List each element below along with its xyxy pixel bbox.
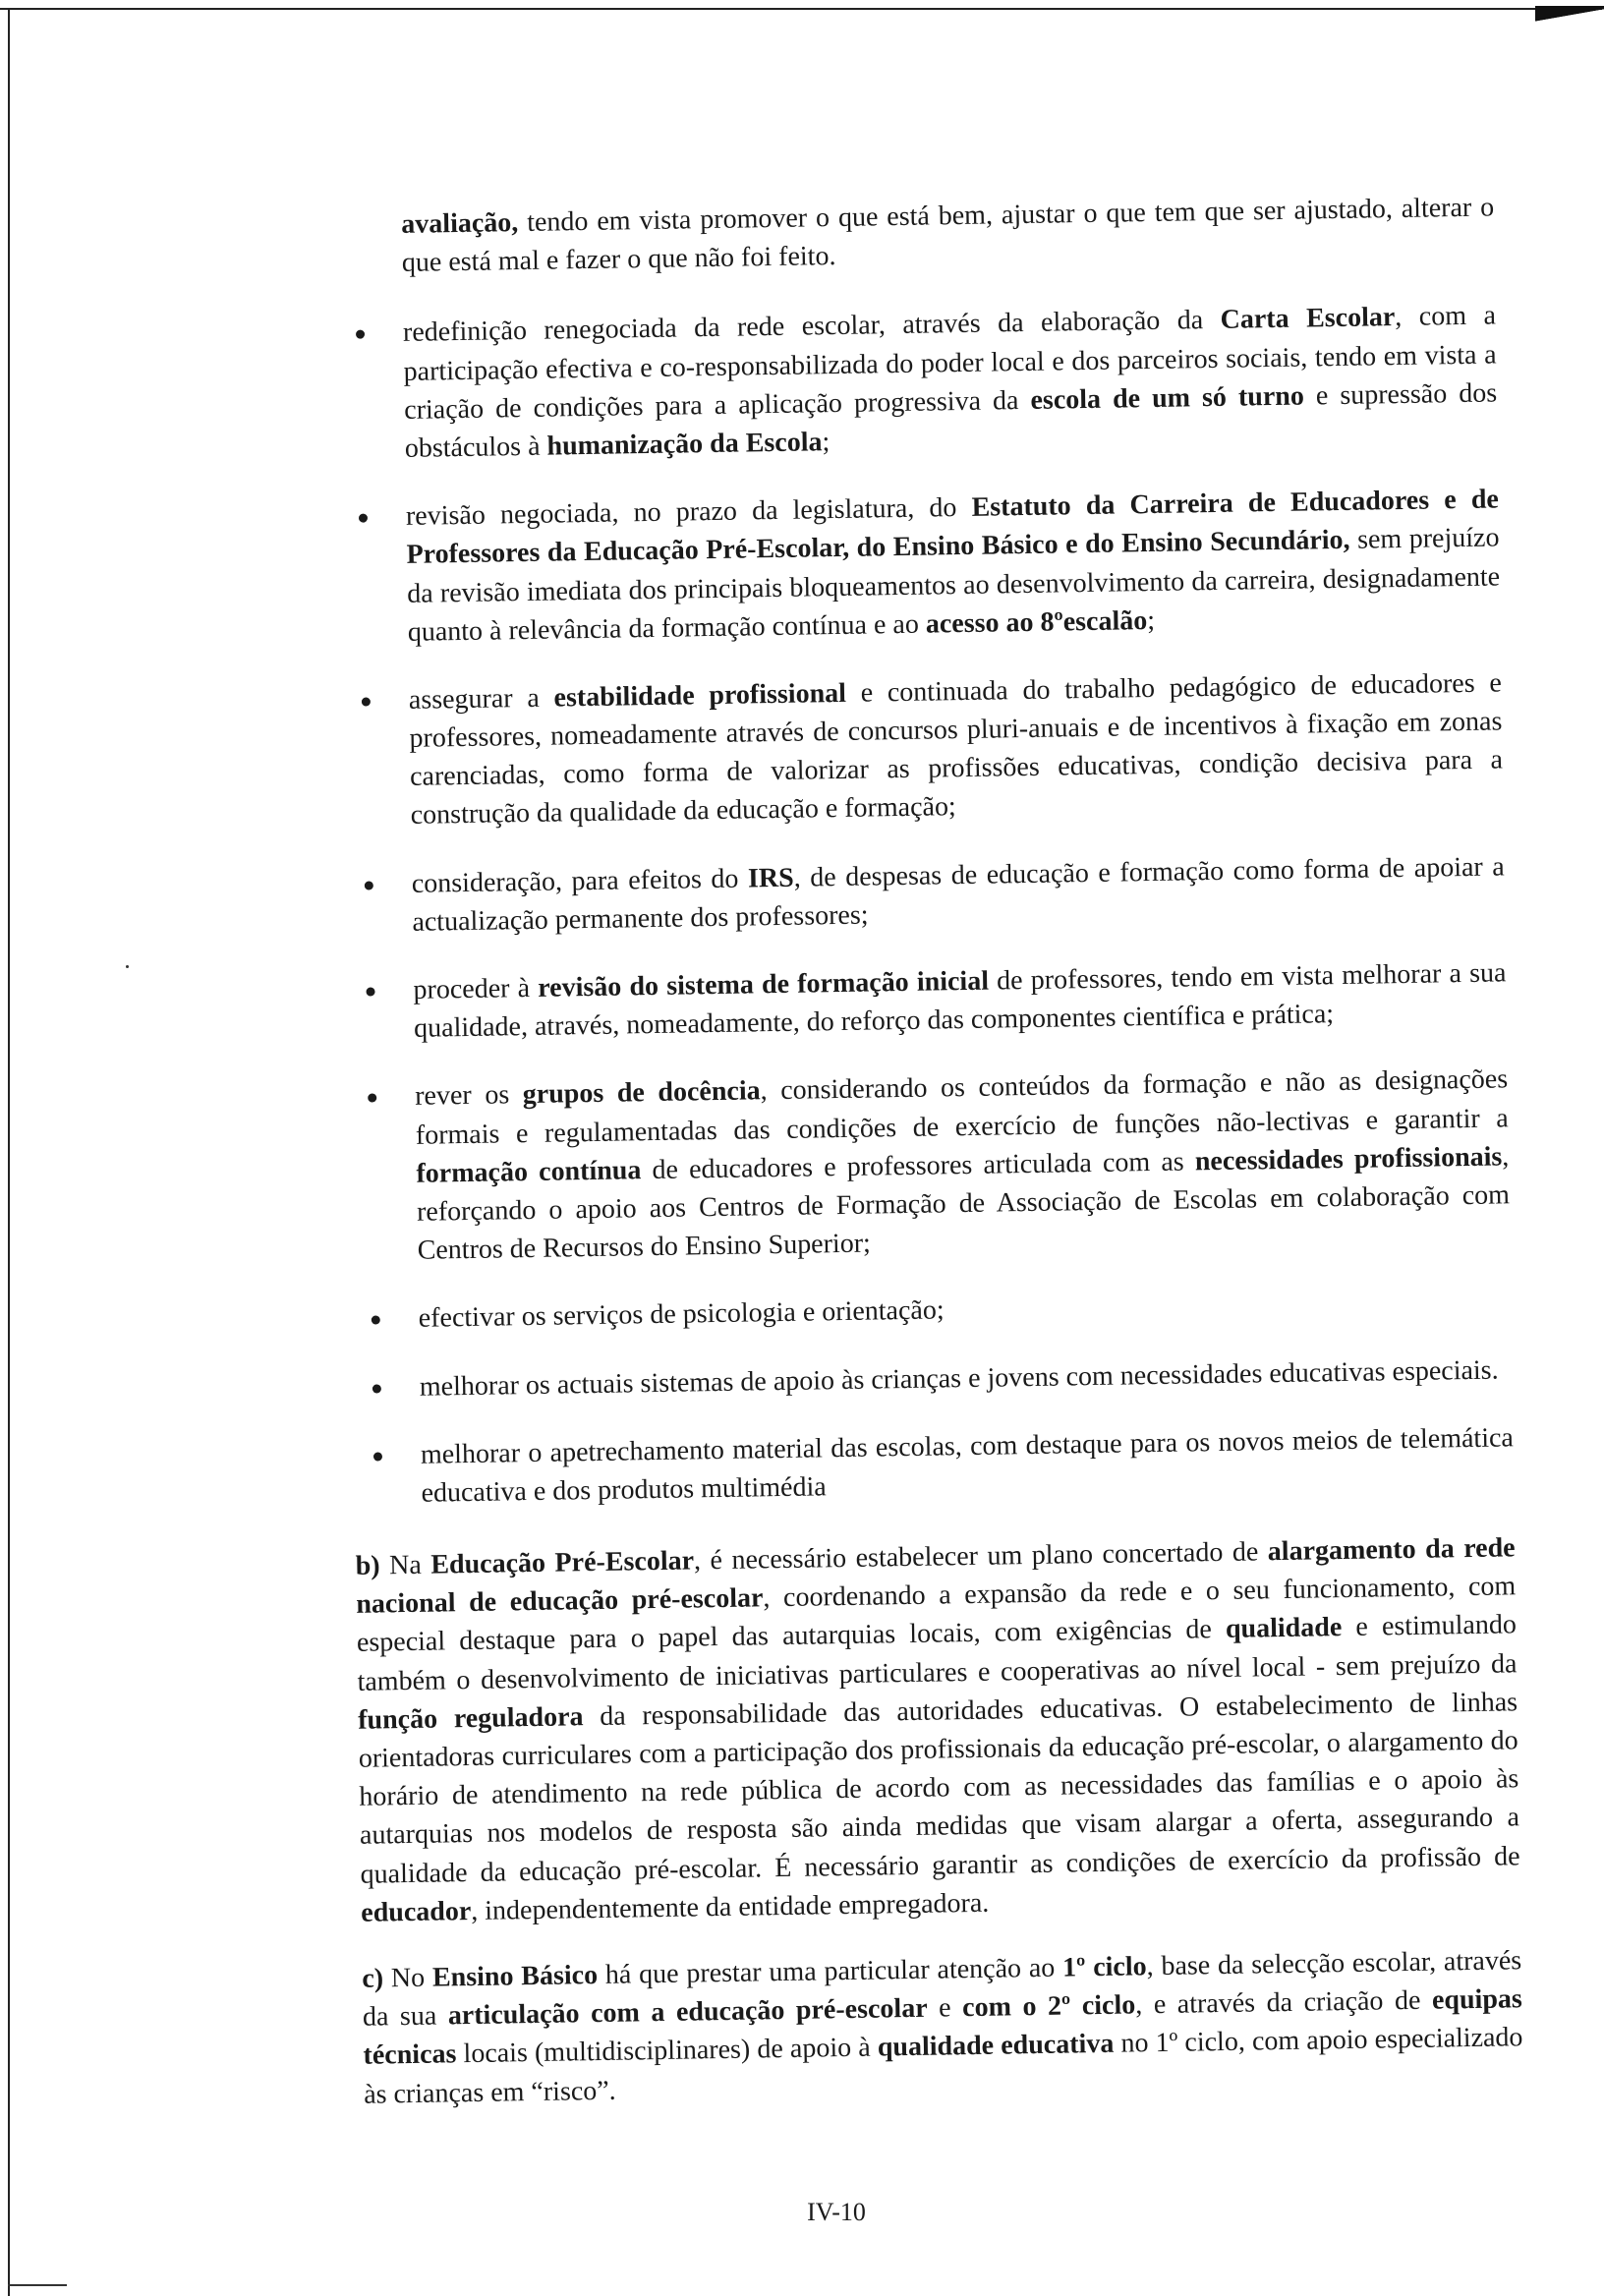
intro-paragraph (401, 188, 1495, 282)
bullet-dot-icon (362, 697, 371, 706)
text-segment: há que prestar uma particular atenção ao (597, 1952, 1063, 1990)
bold-text-segment: 1º ciclo (1061, 1951, 1147, 1983)
bold-text-segment: humanização da Escola (546, 427, 823, 462)
bold-text-segment: Educação Pré-Escolar (430, 1545, 695, 1580)
text-segment: de professores, tendo em vista melhorar a sua qualidade, através, nomeadamente, do reforço das componentes científica e prática; (413, 957, 1507, 1045)
text-segment: Na (379, 1549, 431, 1581)
bold-text-segment: Estatuto da Carreira de Educadores e de Professores da Educação Pré-Escolar, do Ensino Básico e do Ensino Secundário, (406, 484, 1500, 571)
bullet-dot-icon (372, 1316, 380, 1325)
bullet-dot-icon (373, 1452, 382, 1461)
bullet-dot-icon (366, 987, 374, 996)
text-segment: , e através da criação de (1135, 1984, 1433, 2021)
text-segment: , considerando os conteúdos da formação e não as designações formais e regulamentadas das condições de exercício de funções não-lectivas e garantir a (415, 1063, 1509, 1151)
bold-text-segment: com o 2º ciclo (961, 1989, 1136, 2024)
bold-text-segment: Ensino Básico (431, 1959, 599, 1993)
text-segment: e (927, 1992, 963, 2024)
bullet-item (346, 953, 1507, 1049)
text-segment: efectivar os serviços de psicologia e orientação; (418, 1294, 945, 1335)
bullet-dot-icon (368, 1094, 376, 1103)
bullet-item (339, 481, 1501, 653)
bullet-dot-icon (356, 330, 365, 339)
bold-text-segment: articulação com a educação pré-escolar (447, 1992, 928, 2032)
scan-top-edge (0, 8, 1602, 10)
text-segment: e supressão dos obstáculos à (404, 377, 1498, 464)
text-segment: , de despesas de educação e formação como forma de apoiar a actualização permanente dos professores; (412, 851, 1505, 938)
intro-lead-bold: avaliação, (401, 207, 519, 240)
text-segment: , reforçando o apoio aos Centros de Formação de Associação de Escolas em colaboração com Centros de Recursos do Ensino Superior; (416, 1141, 1511, 1266)
bold-text-segment: qualidade (1225, 1612, 1343, 1645)
text-segment: , independentemente da entidade empregadora. (471, 1887, 990, 1926)
bold-text-segment: alargamento da rede nacional de educação pré-escolar (356, 1532, 1516, 1621)
text-segment: sem prejuízo da revisão imediata dos principais bloqueamentos ao desenvolvimento da carreira, designadamente quanto à relevância da formação contínua e ao (406, 522, 1501, 648)
text-segment: melhorar os actuais sistemas de apoio às crianças e jovens com necessidades educativas especiais. (419, 1354, 1499, 1403)
page-number: IV-10 (807, 2198, 866, 2226)
bold-text-segment: revisão do sistema de formação inicial (538, 965, 990, 1004)
bold-text-segment: c) (362, 1963, 384, 1994)
intro-text: tendo em vista promover o que está bem, ajustar o que tem que ser ajustado, alterar o que está mal e fazer o que não foi feito. (401, 192, 1495, 279)
text-segment: , com a participação efectiva e co-responsabilizada do poder local e dos parceiros sociais, tendo em vista a criação de condições para a aplicação progressiva da (403, 300, 1497, 426)
document-body (334, 188, 1524, 2141)
text-segment: , base da selecção escolar, através da sua (362, 1945, 1522, 2033)
bullet-item (336, 297, 1498, 469)
text-segment: proceder à (413, 972, 539, 1005)
bullet-dot-icon (372, 1384, 381, 1393)
measures-bullet-list (336, 297, 1515, 1514)
section-paragraphs (355, 1528, 1523, 2113)
text-segment: rever os (414, 1079, 524, 1113)
bold-text-segment: escola de um só turno (1030, 380, 1305, 416)
body-paragraph (355, 1528, 1520, 1931)
bold-text-segment: educador (361, 1895, 472, 1928)
text-segment: , é necessário estabelecer um plano concertado de (693, 1536, 1269, 1577)
bullet-dot-icon (359, 514, 368, 523)
text-segment: assegurar a (408, 682, 554, 716)
scan-corner-mark (1535, 6, 1604, 28)
text-segment: no 1º ciclo, com apoio especializado às crianças em “risco”. (363, 2022, 1523, 2110)
text-segment: redefinição renegociada da rede escolar, através da elaboração da (402, 305, 1221, 349)
bold-text-segment: IRS (747, 862, 794, 894)
bold-text-segment: b) (355, 1550, 380, 1581)
bold-text-segment: estabilidade profissional (553, 677, 847, 714)
text-segment: melhorar o apetrechamento material das escolas, com destaque para os novos meios de telemática educativa e dos produtos multimédia (420, 1421, 1515, 1509)
bullet-item (354, 1418, 1515, 1514)
text-segment: revisão negociada, no prazo da legislatura, do (405, 491, 972, 533)
text-segment: da responsabilidade das autoridades educativas. O estabelecimento de linhas orientadoras curriculares com a participação dos profissionais da educação pré-escolar, o alargamento do horário de atendimento na rede pública de acordo com as necessidades das famílias e o apoio às autarquias nos modelos de resposta são ainda medidas que visam alargar a oferta, assegurando a qualidade da educação pré-escolar. É necessário garantir as condições de exercício da profissão de (358, 1687, 1520, 1890)
text-segment: e continuada do trabalho pedagógico de educadores e professores, nomeadamente através de concursos pluri-anuais e de incentivos à fixação em zonas carenciadas, como forma de valorizar as profissões educativas, condição decisiva para a construção da qualidade da educação e formação; (409, 667, 1504, 832)
bullet-item (345, 847, 1506, 943)
bold-text-segment: Carta Escolar (1220, 302, 1396, 336)
text-segment: ; (1146, 604, 1156, 636)
bullet-item (348, 1061, 1511, 1271)
bullet-item (351, 1283, 1511, 1340)
text-segment: No (382, 1962, 433, 1994)
bold-text-segment: função reguladora (357, 1701, 584, 1736)
text-segment: locais (multidisciplinares) de apoio à (456, 2032, 879, 2070)
bold-text-segment: qualidade educativa (877, 2029, 1115, 2063)
body-paragraph (362, 1941, 1523, 2113)
bold-text-segment: formação contínua (416, 1154, 642, 1189)
scan-left-edge (8, 8, 10, 2296)
bullet-item (353, 1350, 1513, 1407)
bold-text-segment: necessidades profissionais (1194, 1141, 1503, 1177)
bold-text-segment: equipas técnicas (363, 1983, 1523, 2072)
text-segment: consideração, para efeitos do (411, 863, 749, 899)
bold-text-segment: acesso ao 8ºescalão (925, 604, 1148, 640)
text-segment: de educadores e professores articulada com as (641, 1146, 1196, 1185)
margin-speck (126, 965, 129, 968)
text-segment: , coordenando a expansão da rede e o seu funcionamento, com especial destaque para o papel das autarquias locais, com exigências de (356, 1571, 1517, 1659)
text-segment: ; (822, 427, 831, 458)
bullet-item (342, 663, 1504, 835)
scan-bottom-mark (8, 2284, 67, 2286)
text-segment: e estimulando também o desenvolvimento de iniciativas particulares e cooperativas ao nível local - sem prejuízo da (357, 1609, 1518, 1697)
bullet-dot-icon (365, 881, 373, 890)
bold-text-segment: grupos de docência (522, 1075, 761, 1111)
